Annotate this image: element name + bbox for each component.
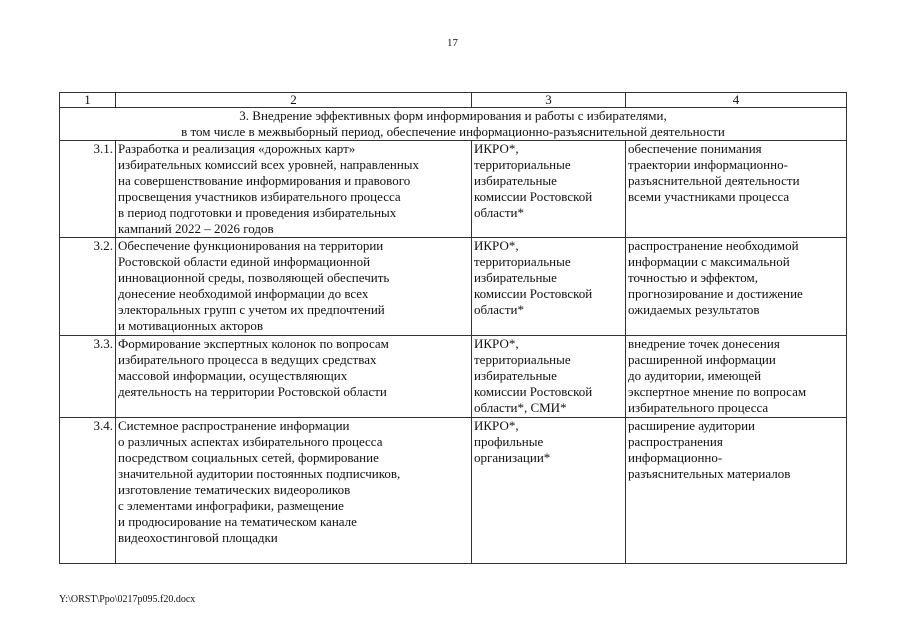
text-line: территориальные xyxy=(474,254,571,269)
text-line: прогнозирование и достижение xyxy=(628,286,803,301)
text-line: точностью и эффектом, xyxy=(628,270,758,285)
activity-plan-table xyxy=(59,92,847,564)
column-number-2: 2 xyxy=(116,93,472,108)
table-row xyxy=(60,336,847,418)
text-line: Формирование экспертных колонок по вопросам xyxy=(118,336,389,351)
text-line: посредством социальных сетей, формирование xyxy=(118,450,379,465)
text-line: в период подготовки и проведения избирательных xyxy=(118,205,397,220)
section-title-line: 3. Внедрение эффективных форм информирования и работы с избирателями, xyxy=(239,108,667,123)
text-line: о различных аспектах избирательного процесса xyxy=(118,434,383,449)
text-line: деятельность на территории Ростовской области xyxy=(118,384,387,399)
text-line: территориальные xyxy=(474,352,571,367)
text-line: донесение необходимой информации до всех xyxy=(118,286,369,301)
text-line: инновационной среды, позволяющей обеспечить xyxy=(118,270,390,285)
text-line: избирательного процесса xyxy=(628,400,769,415)
text-line: ИКРО*, xyxy=(474,141,519,156)
executor-cell xyxy=(472,336,626,418)
text-line: на совершенствование информирования и правового xyxy=(118,173,411,188)
text-line: до аудитории, имеющей xyxy=(628,368,762,383)
text-line: ИКРО*, xyxy=(474,336,519,351)
executor-cell xyxy=(472,238,626,336)
text-line: комиссии Ростовской xyxy=(474,286,593,301)
section-title xyxy=(60,108,847,141)
text-line: видеохостинговой площадки xyxy=(118,530,278,545)
text-line: информации с максимальной xyxy=(628,254,790,269)
text-line: ИКРО*, xyxy=(474,418,519,433)
text-line: распространение необходимой xyxy=(628,238,799,253)
text-line: профильные xyxy=(474,434,544,449)
text-line: расширение аудитории xyxy=(628,418,755,433)
row-number: 3.4. xyxy=(60,418,116,564)
activity-cell xyxy=(116,418,472,564)
result-cell xyxy=(626,141,847,238)
text-line: области* xyxy=(474,205,524,220)
text-line: ИКРО*, xyxy=(474,238,519,253)
row-number: 3.3. xyxy=(60,336,116,418)
activity-cell xyxy=(116,238,472,336)
text-line: разъяснительных материалов xyxy=(628,466,791,481)
result-cell xyxy=(626,336,847,418)
page-number: 17 xyxy=(447,37,458,49)
text-line: и мотивационных акторов xyxy=(118,318,264,333)
executor-cell xyxy=(472,418,626,564)
text-line: обеспечение понимания xyxy=(628,141,762,156)
text-line: значительной аудитории постоянных подписчиков, xyxy=(118,466,401,481)
text-line: траектории информационно- xyxy=(628,157,788,172)
text-line: электоральных групп с учетом их предпочтений xyxy=(118,302,385,317)
text-line: просвещения участников избирательного процесса xyxy=(118,189,401,204)
text-line: территориальные xyxy=(474,157,571,172)
text-line: области* xyxy=(474,302,524,317)
text-line: избирательные xyxy=(474,173,557,188)
text-line: ожидаемых результатов xyxy=(628,302,760,317)
text-line: Системное распространение информации xyxy=(118,418,350,433)
text-line: Разработка и реализация «дорожных карт» xyxy=(118,141,356,156)
column-number-row xyxy=(60,93,847,108)
text-line: внедрение точек донесения xyxy=(628,336,780,351)
column-number-4: 4 xyxy=(626,93,847,108)
text-line: комиссии Ростовской xyxy=(474,189,593,204)
text-line: области*, СМИ* xyxy=(474,400,567,415)
result-cell xyxy=(626,238,847,336)
row-number: 3.2. xyxy=(60,238,116,336)
text-line: экспертное мнение по вопросам xyxy=(628,384,807,399)
executor-cell xyxy=(472,141,626,238)
text-line: избирательных комиссий всех уровней, направленных xyxy=(118,157,420,172)
text-line: избирательного процесса в ведущих средствах xyxy=(118,352,377,367)
activity-cell xyxy=(116,336,472,418)
text-line: организации* xyxy=(474,450,551,465)
text-line: расширенной информации xyxy=(628,352,776,367)
table-row xyxy=(60,418,847,564)
table-row xyxy=(60,238,847,336)
document-file-path: Y:\ORST\Ppo\0217p095.f20.docx xyxy=(59,594,196,605)
text-line: распространения xyxy=(628,434,723,449)
result-cell xyxy=(626,418,847,564)
text-line: информационно- xyxy=(628,450,723,465)
text-line: комиссии Ростовской xyxy=(474,384,593,399)
table-row xyxy=(60,141,847,238)
column-number-1: 1 xyxy=(60,93,116,108)
section-title-line: в том числе в межвыборный период, обеспечение информационно-разъяснительной деятельности xyxy=(181,124,725,139)
text-line: избирательные xyxy=(474,270,557,285)
text-line: с элементами инфографики, размещение xyxy=(118,498,344,513)
column-number-3: 3 xyxy=(472,93,626,108)
text-line: массовой информации, осуществляющих xyxy=(118,368,348,383)
activity-cell xyxy=(116,141,472,238)
row-number: 3.1. xyxy=(60,141,116,238)
text-line: изготовление тематических видеороликов xyxy=(118,482,351,497)
text-line: Ростовской области единой информационной xyxy=(118,254,371,269)
text-line: всеми участниками процесса xyxy=(628,189,790,204)
section-row xyxy=(60,108,847,141)
text-line: избирательные xyxy=(474,368,557,383)
text-line: кампаний 2022 – 2026 годов xyxy=(118,221,274,236)
text-line: и продюсирование на тематическом канале xyxy=(118,514,357,529)
text-line: разъяснительной деятельности xyxy=(628,173,800,188)
text-line: Обеспечение функционирования на территории xyxy=(118,238,384,253)
